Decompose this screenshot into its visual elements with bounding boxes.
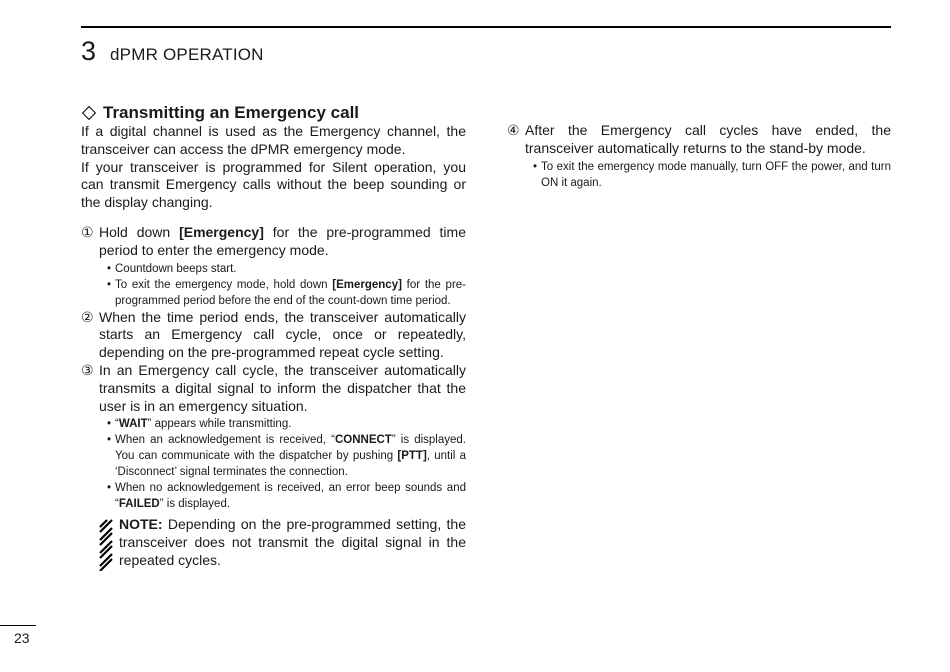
header-rule: [81, 26, 891, 28]
step-4: [507, 122, 891, 158]
chapter-header: [81, 36, 264, 66]
footer-rule: [0, 625, 36, 626]
note-hatch-icon: [99, 519, 113, 571]
bullet: • To exit the emergency mode, hold down [Emergency] for the pre-programmed period before the end of the count-down time period.: [107, 277, 466, 309]
step-1: [81, 224, 466, 260]
step-1-bullets: [107, 261, 466, 309]
step-text: When the time period ends, the transceiver automatically starts an Emergency call cycle, once or repeatedly, depending on the pre-programmed repeat cycle setting.: [99, 308, 466, 361]
step-3: [81, 362, 466, 415]
note-text: NOTE: Depending on the pre-programmed setting, the transceiver does not transmit the digital signal in the repeated cycles.: [119, 516, 466, 568]
bullet: • When no acknowledgement is received, an error beep sounds and “FAILED” is displayed.: [107, 480, 466, 512]
intro-paragraph-2: If your transceiver is programmed for Silent operation, you can transmit Emergency calls without the beep sounding or the display changing.: [81, 158, 466, 211]
emergency-key: [Emergency]: [179, 223, 264, 240]
step-number: ②: [81, 308, 94, 325]
step-3-bullets: [107, 416, 466, 512]
step-2: [81, 309, 466, 362]
intro-paragraph-1: If a digital channel is used as the Emergency channel, the transceiver can access the dPMR emergency mode.: [81, 123, 466, 157]
page-number: 23: [14, 630, 30, 646]
step-text: After the Emergency call cycles have ended, the transceiver automatically returns to the stand-by mode.: [525, 122, 891, 156]
note-block: [99, 516, 466, 571]
bullet: • “WAIT” appears while transmitting.: [107, 416, 466, 432]
right-column: [507, 122, 891, 191]
bullet: • Countdown beeps start.: [107, 261, 466, 277]
note-label: NOTE:: [119, 516, 163, 533]
step-number: ④: [507, 122, 520, 138]
step-number: ③: [81, 361, 94, 378]
diamond-icon: [82, 106, 96, 120]
step-number: ①: [81, 223, 94, 240]
bullet: • To exit the emergency mode manually, turn OFF the power, and turn ON it again.: [533, 159, 891, 191]
section-heading: [81, 103, 466, 123]
chapter-title: dPMR OPERATION: [110, 45, 264, 64]
left-column: [81, 103, 466, 571]
step-text: Hold down [Emergency] for the pre-programmed time period to enter the emergency mode.: [99, 223, 466, 258]
section-title: Transmitting an Emergency call: [103, 103, 360, 122]
step-4-bullets: [533, 159, 891, 191]
bullet: • When an acknowledgement is received, “CONNECT” is displayed. You can communicate with the dispatcher by pushing [PTT], until a ‘Disconnect’ signal terminates the connection.: [107, 432, 466, 480]
chapter-number: 3: [81, 36, 97, 66]
step-text: In an Emergency call cycle, the transceiver automatically transmits a digital signal to inform the dispatcher that the user is in an emergency situation.: [99, 361, 466, 414]
